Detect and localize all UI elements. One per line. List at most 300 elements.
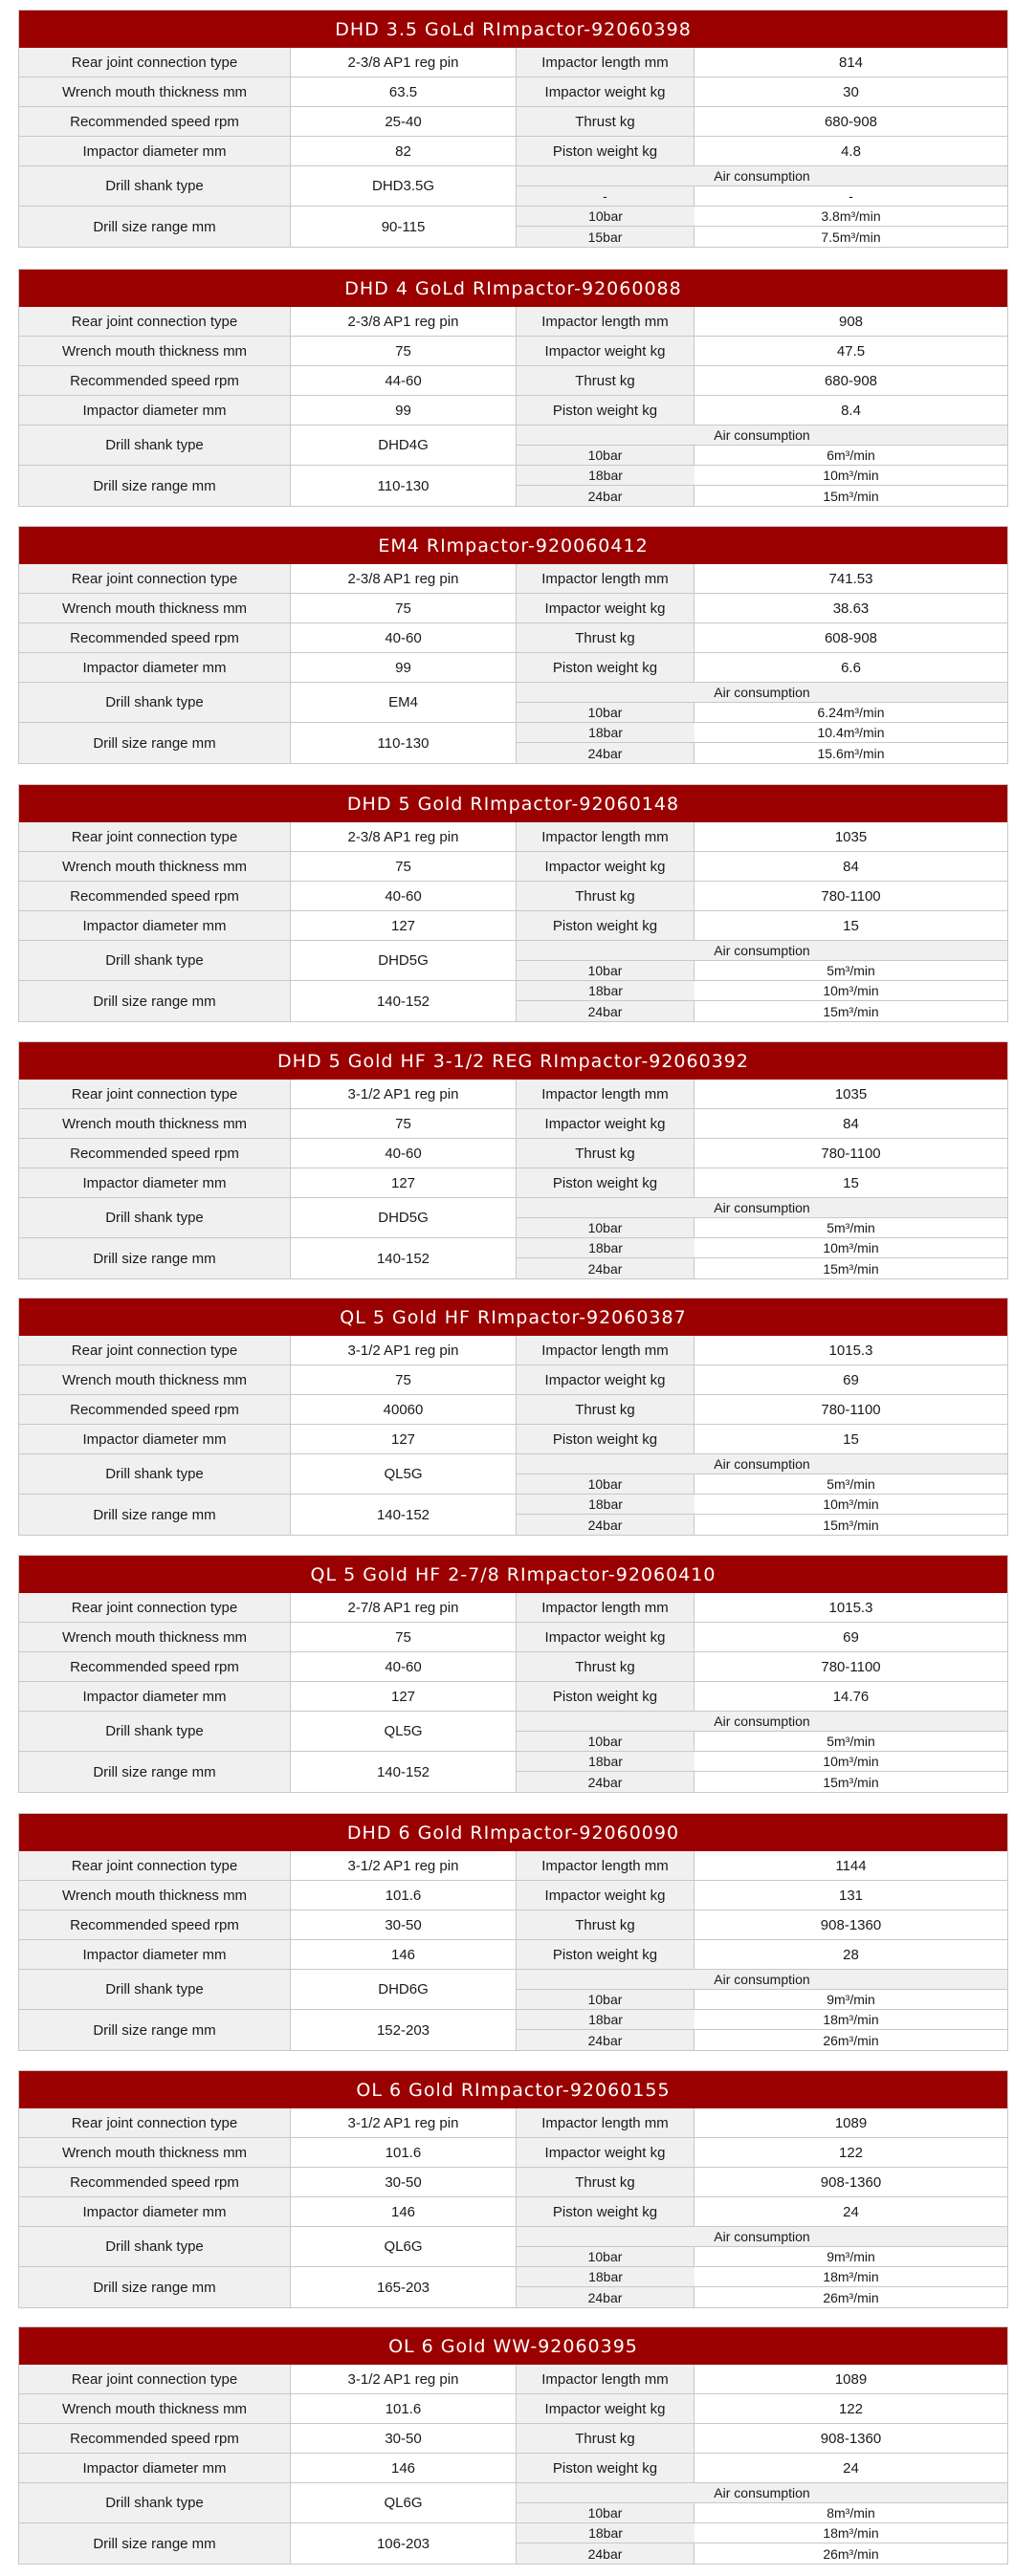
air-consumption-block bbox=[517, 1454, 1007, 1535]
value-thrust: 780-1100 bbox=[694, 1652, 1007, 1682]
air-value: 15m³/min bbox=[694, 1001, 1007, 1021]
value-diameter: 146 bbox=[291, 2454, 517, 2483]
value-impactor-length: 1089 bbox=[694, 2108, 1007, 2138]
air-consumption-header: Air consumption bbox=[517, 426, 1007, 446]
air-value: 15m³/min bbox=[694, 486, 1007, 506]
value-speed: 40-60 bbox=[291, 1139, 517, 1168]
label-wrench-thickness: Wrench mouth thickness mm bbox=[19, 594, 291, 623]
label-rear-joint: Rear joint connection type bbox=[19, 2365, 291, 2394]
air-value: 26m³/min bbox=[694, 2030, 1007, 2050]
value-impactor-length: 1015.3 bbox=[694, 1593, 1007, 1623]
label-impactor-length: Impactor length mm bbox=[517, 1851, 694, 1881]
value-shank-type: EM4 bbox=[291, 683, 517, 723]
air-value: 18m³/min bbox=[694, 2010, 1007, 2030]
value-impactor-weight: 84 bbox=[694, 852, 1007, 882]
value-wrench-thickness: 75 bbox=[291, 852, 517, 882]
value-impactor-weight: 84 bbox=[694, 1109, 1007, 1139]
spec-table bbox=[18, 526, 1008, 764]
label-size-range: Drill size range mm bbox=[19, 2523, 291, 2564]
value-piston-weight: 24 bbox=[694, 2197, 1007, 2227]
label-shank-type: Drill shank type bbox=[19, 426, 291, 466]
value-thrust: 608-908 bbox=[694, 623, 1007, 653]
value-piston-weight: 6.6 bbox=[694, 653, 1007, 683]
air-pressure: 15bar bbox=[517, 227, 694, 247]
air-pressure: 10bar bbox=[517, 703, 694, 723]
value-thrust: 908-1360 bbox=[694, 1910, 1007, 1940]
spec-table bbox=[18, 2326, 1008, 2565]
label-thrust: Thrust kg bbox=[517, 1395, 694, 1425]
label-piston-weight: Piston weight kg bbox=[517, 1168, 694, 1198]
spec-grid bbox=[19, 1336, 1007, 1454]
value-thrust: 780-1100 bbox=[694, 1395, 1007, 1425]
value-wrench-thickness: 101.6 bbox=[291, 2138, 517, 2168]
shank-labels bbox=[19, 941, 291, 1021]
value-impactor-length: 1035 bbox=[694, 1080, 1007, 1109]
value-rear-joint: 2-3/8 AP1 reg pin bbox=[291, 822, 517, 852]
air-value: 15m³/min bbox=[694, 1258, 1007, 1278]
air-pressure: - bbox=[517, 186, 694, 207]
air-consumption-header: Air consumption bbox=[517, 941, 1007, 961]
value-speed: 25-40 bbox=[291, 107, 517, 137]
label-impactor-weight: Impactor weight kg bbox=[517, 1365, 694, 1395]
spec-lower bbox=[19, 941, 1007, 1021]
shank-labels bbox=[19, 166, 291, 247]
air-value: 3.8m³/min bbox=[694, 207, 1007, 227]
air-value: 5m³/min bbox=[694, 1732, 1007, 1752]
label-speed: Recommended speed rpm bbox=[19, 1139, 291, 1168]
label-size-range: Drill size range mm bbox=[19, 723, 291, 763]
label-diameter: Impactor diameter mm bbox=[19, 2454, 291, 2483]
value-size-range: 140-152 bbox=[291, 981, 517, 1021]
label-impactor-length: Impactor length mm bbox=[517, 2365, 694, 2394]
label-rear-joint: Rear joint connection type bbox=[19, 1080, 291, 1109]
value-rear-joint: 2-3/8 AP1 reg pin bbox=[291, 307, 517, 337]
label-speed: Recommended speed rpm bbox=[19, 1395, 291, 1425]
value-impactor-length: 1089 bbox=[694, 2365, 1007, 2394]
label-thrust: Thrust kg bbox=[517, 2168, 694, 2197]
air-consumption-block bbox=[517, 2227, 1007, 2307]
spec-grid bbox=[19, 1851, 1007, 1970]
value-wrench-thickness: 75 bbox=[291, 594, 517, 623]
label-diameter: Impactor diameter mm bbox=[19, 396, 291, 426]
air-consumption-header: Air consumption bbox=[517, 2227, 1007, 2247]
air-value: 5m³/min bbox=[694, 1218, 1007, 1238]
spec-table-title: DHD 6 Gold RImpactor-92060090 bbox=[19, 1814, 1007, 1851]
air-consumption-header: Air consumption bbox=[517, 1712, 1007, 1732]
air-consumption-block bbox=[517, 426, 1007, 506]
label-rear-joint: Rear joint connection type bbox=[19, 822, 291, 852]
label-speed: Recommended speed rpm bbox=[19, 2168, 291, 2197]
label-size-range: Drill size range mm bbox=[19, 207, 291, 247]
value-rear-joint: 3-1/2 AP1 reg pin bbox=[291, 1336, 517, 1365]
air-pressure: 10bar bbox=[517, 207, 694, 227]
label-speed: Recommended speed rpm bbox=[19, 107, 291, 137]
air-consumption-header: Air consumption bbox=[517, 683, 1007, 703]
label-thrust: Thrust kg bbox=[517, 1910, 694, 1940]
label-diameter: Impactor diameter mm bbox=[19, 1425, 291, 1454]
value-diameter: 146 bbox=[291, 1940, 517, 1970]
air-value: 10m³/min bbox=[694, 466, 1007, 486]
air-value: 6m³/min bbox=[694, 446, 1007, 466]
spec-table bbox=[18, 10, 1008, 248]
air-consumption-block bbox=[517, 2483, 1007, 2564]
value-size-range: 110-130 bbox=[291, 466, 517, 506]
label-thrust: Thrust kg bbox=[517, 1139, 694, 1168]
value-thrust: 780-1100 bbox=[694, 882, 1007, 911]
spec-table-title: DHD 5 Gold RImpactor-92060148 bbox=[19, 785, 1007, 822]
air-pressure: 10bar bbox=[517, 1474, 694, 1495]
value-piston-weight: 15 bbox=[694, 911, 1007, 941]
spec-grid bbox=[19, 307, 1007, 426]
value-thrust: 908-1360 bbox=[694, 2168, 1007, 2197]
spec-grid bbox=[19, 564, 1007, 683]
label-diameter: Impactor diameter mm bbox=[19, 653, 291, 683]
value-diameter: 99 bbox=[291, 396, 517, 426]
value-wrench-thickness: 63.5 bbox=[291, 77, 517, 107]
shank-values bbox=[291, 2227, 517, 2307]
value-diameter: 127 bbox=[291, 911, 517, 941]
air-pressure: 10bar bbox=[517, 446, 694, 466]
label-wrench-thickness: Wrench mouth thickness mm bbox=[19, 1365, 291, 1395]
shank-labels bbox=[19, 1454, 291, 1535]
air-value: 10.4m³/min bbox=[694, 723, 1007, 743]
value-impactor-length: 908 bbox=[694, 307, 1007, 337]
air-pressure: 18bar bbox=[517, 2010, 694, 2030]
value-shank-type: DHD5G bbox=[291, 1198, 517, 1238]
air-value: 15m³/min bbox=[694, 1515, 1007, 1535]
label-impactor-length: Impactor length mm bbox=[517, 48, 694, 77]
value-wrench-thickness: 75 bbox=[291, 1109, 517, 1139]
value-piston-weight: 8.4 bbox=[694, 396, 1007, 426]
value-shank-type: DHD6G bbox=[291, 1970, 517, 2010]
air-pressure: 24bar bbox=[517, 1515, 694, 1535]
label-impactor-length: Impactor length mm bbox=[517, 564, 694, 594]
air-pressure: 18bar bbox=[517, 2267, 694, 2287]
spec-table-title: OL 6 Gold WW-92060395 bbox=[19, 2327, 1007, 2365]
air-consumption-block bbox=[517, 166, 1007, 247]
air-value: 10m³/min bbox=[694, 1752, 1007, 1772]
value-rear-joint: 3-1/2 AP1 reg pin bbox=[291, 2365, 517, 2394]
label-diameter: Impactor diameter mm bbox=[19, 1682, 291, 1712]
value-wrench-thickness: 75 bbox=[291, 337, 517, 366]
label-wrench-thickness: Wrench mouth thickness mm bbox=[19, 1623, 291, 1652]
spec-grid bbox=[19, 1593, 1007, 1712]
value-size-range: 165-203 bbox=[291, 2267, 517, 2307]
shank-labels bbox=[19, 2483, 291, 2564]
label-shank-type: Drill shank type bbox=[19, 941, 291, 981]
shank-values bbox=[291, 1712, 517, 1792]
value-piston-weight: 15 bbox=[694, 1168, 1007, 1198]
label-thrust: Thrust kg bbox=[517, 107, 694, 137]
value-diameter: 127 bbox=[291, 1682, 517, 1712]
air-value: 18m³/min bbox=[694, 2267, 1007, 2287]
label-diameter: Impactor diameter mm bbox=[19, 2197, 291, 2227]
label-speed: Recommended speed rpm bbox=[19, 366, 291, 396]
value-size-range: 90-115 bbox=[291, 207, 517, 247]
spec-table-title: DHD 5 Gold HF 3-1/2 REG RImpactor-92060392 bbox=[19, 1042, 1007, 1080]
value-speed: 30-50 bbox=[291, 1910, 517, 1940]
value-impactor-weight: 69 bbox=[694, 1623, 1007, 1652]
label-wrench-thickness: Wrench mouth thickness mm bbox=[19, 2138, 291, 2168]
label-wrench-thickness: Wrench mouth thickness mm bbox=[19, 1109, 291, 1139]
air-consumption-header: Air consumption bbox=[517, 1970, 1007, 1990]
value-rear-joint: 3-1/2 AP1 reg pin bbox=[291, 2108, 517, 2138]
label-thrust: Thrust kg bbox=[517, 2424, 694, 2454]
shank-values bbox=[291, 683, 517, 763]
spec-grid bbox=[19, 1080, 1007, 1198]
air-pressure: 24bar bbox=[517, 743, 694, 763]
label-wrench-thickness: Wrench mouth thickness mm bbox=[19, 2394, 291, 2424]
label-speed: Recommended speed rpm bbox=[19, 1910, 291, 1940]
air-value: 10m³/min bbox=[694, 1495, 1007, 1515]
value-impactor-weight: 47.5 bbox=[694, 337, 1007, 366]
air-value: 7.5m³/min bbox=[694, 227, 1007, 247]
spec-table-title: EM4 RImpactor-920060412 bbox=[19, 527, 1007, 564]
value-shank-type: QL6G bbox=[291, 2227, 517, 2267]
value-impactor-length: 1144 bbox=[694, 1851, 1007, 1881]
spec-table bbox=[18, 269, 1008, 507]
label-size-range: Drill size range mm bbox=[19, 2010, 291, 2050]
air-pressure: 18bar bbox=[517, 1752, 694, 1772]
shank-values bbox=[291, 426, 517, 506]
label-diameter: Impactor diameter mm bbox=[19, 1168, 291, 1198]
shank-values bbox=[291, 941, 517, 1021]
label-rear-joint: Rear joint connection type bbox=[19, 307, 291, 337]
value-size-range: 140-152 bbox=[291, 1238, 517, 1278]
air-value: 10m³/min bbox=[694, 981, 1007, 1001]
air-value: 5m³/min bbox=[694, 1474, 1007, 1495]
spec-lower bbox=[19, 2483, 1007, 2564]
value-impactor-length: 814 bbox=[694, 48, 1007, 77]
label-impactor-length: Impactor length mm bbox=[517, 2108, 694, 2138]
value-piston-weight: 15 bbox=[694, 1425, 1007, 1454]
label-diameter: Impactor diameter mm bbox=[19, 911, 291, 941]
label-shank-type: Drill shank type bbox=[19, 683, 291, 723]
label-thrust: Thrust kg bbox=[517, 1652, 694, 1682]
spec-grid bbox=[19, 2365, 1007, 2483]
spec-lower bbox=[19, 1712, 1007, 1792]
air-value: 10m³/min bbox=[694, 1238, 1007, 1258]
air-consumption-header: Air consumption bbox=[517, 2483, 1007, 2503]
air-value: 26m³/min bbox=[694, 2287, 1007, 2307]
air-pressure: 10bar bbox=[517, 1990, 694, 2010]
air-pressure: 24bar bbox=[517, 2030, 694, 2050]
air-consumption-block bbox=[517, 1712, 1007, 1792]
air-pressure: 18bar bbox=[517, 1238, 694, 1258]
spec-table-title: DHD 3.5 GoLd RImpactor-92060398 bbox=[19, 11, 1007, 48]
value-impactor-weight: 38.63 bbox=[694, 594, 1007, 623]
label-piston-weight: Piston weight kg bbox=[517, 1425, 694, 1454]
air-value: 6.24m³/min bbox=[694, 703, 1007, 723]
label-impactor-weight: Impactor weight kg bbox=[517, 594, 694, 623]
value-impactor-weight: 69 bbox=[694, 1365, 1007, 1395]
label-rear-joint: Rear joint connection type bbox=[19, 48, 291, 77]
value-diameter: 127 bbox=[291, 1425, 517, 1454]
shank-labels bbox=[19, 1712, 291, 1792]
air-value: 5m³/min bbox=[694, 961, 1007, 981]
value-wrench-thickness: 75 bbox=[291, 1623, 517, 1652]
label-rear-joint: Rear joint connection type bbox=[19, 1851, 291, 1881]
value-speed: 40-60 bbox=[291, 882, 517, 911]
air-pressure: 24bar bbox=[517, 486, 694, 506]
label-rear-joint: Rear joint connection type bbox=[19, 1336, 291, 1365]
label-impactor-weight: Impactor weight kg bbox=[517, 2138, 694, 2168]
label-piston-weight: Piston weight kg bbox=[517, 2454, 694, 2483]
spec-lower bbox=[19, 1198, 1007, 1278]
label-thrust: Thrust kg bbox=[517, 623, 694, 653]
shank-labels bbox=[19, 1198, 291, 1278]
value-impactor-weight: 30 bbox=[694, 77, 1007, 107]
value-thrust: 780-1100 bbox=[694, 1139, 1007, 1168]
label-size-range: Drill size range mm bbox=[19, 466, 291, 506]
value-speed: 30-50 bbox=[291, 2424, 517, 2454]
shank-labels bbox=[19, 1970, 291, 2050]
spec-lower bbox=[19, 166, 1007, 247]
value-speed: 40-60 bbox=[291, 1652, 517, 1682]
value-thrust: 908-1360 bbox=[694, 2424, 1007, 2454]
air-consumption-header: Air consumption bbox=[517, 1454, 1007, 1474]
shank-labels bbox=[19, 683, 291, 763]
value-impactor-length: 1015.3 bbox=[694, 1336, 1007, 1365]
value-thrust: 680-908 bbox=[694, 366, 1007, 396]
shank-values bbox=[291, 1970, 517, 2050]
label-impactor-weight: Impactor weight kg bbox=[517, 1881, 694, 1910]
label-impactor-weight: Impactor weight kg bbox=[517, 2394, 694, 2424]
air-consumption-block bbox=[517, 1198, 1007, 1278]
air-value: 15m³/min bbox=[694, 1772, 1007, 1792]
value-shank-type: QL5G bbox=[291, 1712, 517, 1752]
air-pressure: 18bar bbox=[517, 1495, 694, 1515]
air-consumption-block bbox=[517, 941, 1007, 1021]
spec-lower bbox=[19, 426, 1007, 506]
air-pressure: 24bar bbox=[517, 1001, 694, 1021]
spec-table bbox=[18, 1813, 1008, 2051]
label-wrench-thickness: Wrench mouth thickness mm bbox=[19, 77, 291, 107]
value-impactor-weight: 131 bbox=[694, 1881, 1007, 1910]
label-rear-joint: Rear joint connection type bbox=[19, 564, 291, 594]
label-shank-type: Drill shank type bbox=[19, 1970, 291, 2010]
air-pressure: 10bar bbox=[517, 1732, 694, 1752]
air-pressure: 10bar bbox=[517, 1218, 694, 1238]
value-wrench-thickness: 75 bbox=[291, 1365, 517, 1395]
value-size-range: 140-152 bbox=[291, 1752, 517, 1792]
label-thrust: Thrust kg bbox=[517, 882, 694, 911]
label-shank-type: Drill shank type bbox=[19, 1712, 291, 1752]
label-shank-type: Drill shank type bbox=[19, 2483, 291, 2523]
shank-values bbox=[291, 1198, 517, 1278]
label-shank-type: Drill shank type bbox=[19, 1454, 291, 1495]
label-speed: Recommended speed rpm bbox=[19, 1652, 291, 1682]
shank-labels bbox=[19, 2227, 291, 2307]
value-piston-weight: 14.76 bbox=[694, 1682, 1007, 1712]
value-impactor-length: 741.53 bbox=[694, 564, 1007, 594]
air-consumption-block bbox=[517, 1970, 1007, 2050]
air-pressure: 18bar bbox=[517, 723, 694, 743]
label-impactor-weight: Impactor weight kg bbox=[517, 852, 694, 882]
value-diameter: 99 bbox=[291, 653, 517, 683]
spec-table bbox=[18, 1555, 1008, 1793]
label-impactor-length: Impactor length mm bbox=[517, 1080, 694, 1109]
value-shank-type: DHD3.5G bbox=[291, 166, 517, 207]
spec-lower bbox=[19, 1454, 1007, 1535]
value-speed: 30-50 bbox=[291, 2168, 517, 2197]
air-value: 18m³/min bbox=[694, 2523, 1007, 2543]
value-thrust: 680-908 bbox=[694, 107, 1007, 137]
value-shank-type: DHD4G bbox=[291, 426, 517, 466]
label-piston-weight: Piston weight kg bbox=[517, 653, 694, 683]
spec-table bbox=[18, 1298, 1008, 1536]
value-size-range: 106-203 bbox=[291, 2523, 517, 2564]
air-pressure: 24bar bbox=[517, 1258, 694, 1278]
label-speed: Recommended speed rpm bbox=[19, 882, 291, 911]
air-pressure: 24bar bbox=[517, 1772, 694, 1792]
label-speed: Recommended speed rpm bbox=[19, 623, 291, 653]
label-shank-type: Drill shank type bbox=[19, 2227, 291, 2267]
value-size-range: 152-203 bbox=[291, 2010, 517, 2050]
label-wrench-thickness: Wrench mouth thickness mm bbox=[19, 1881, 291, 1910]
spec-lower bbox=[19, 683, 1007, 763]
label-rear-joint: Rear joint connection type bbox=[19, 2108, 291, 2138]
value-impactor-weight: 122 bbox=[694, 2138, 1007, 2168]
label-wrench-thickness: Wrench mouth thickness mm bbox=[19, 337, 291, 366]
value-rear-joint: 2-3/8 AP1 reg pin bbox=[291, 48, 517, 77]
label-size-range: Drill size range mm bbox=[19, 1495, 291, 1535]
air-pressure: 18bar bbox=[517, 981, 694, 1001]
air-value: 9m³/min bbox=[694, 2247, 1007, 2267]
label-size-range: Drill size range mm bbox=[19, 1238, 291, 1278]
air-value: 8m³/min bbox=[694, 2503, 1007, 2523]
spec-lower bbox=[19, 1970, 1007, 2050]
value-impactor-weight: 122 bbox=[694, 2394, 1007, 2424]
label-shank-type: Drill shank type bbox=[19, 166, 291, 207]
label-impactor-length: Impactor length mm bbox=[517, 822, 694, 852]
air-pressure: 10bar bbox=[517, 961, 694, 981]
label-diameter: Impactor diameter mm bbox=[19, 1940, 291, 1970]
value-shank-type: QL6G bbox=[291, 2483, 517, 2523]
value-diameter: 82 bbox=[291, 137, 517, 166]
value-size-range: 110-130 bbox=[291, 723, 517, 763]
spec-table bbox=[18, 784, 1008, 1022]
shank-values bbox=[291, 1454, 517, 1535]
air-pressure: 10bar bbox=[517, 2503, 694, 2523]
air-consumption-header: Air consumption bbox=[517, 166, 1007, 186]
label-wrench-thickness: Wrench mouth thickness mm bbox=[19, 852, 291, 882]
value-rear-joint: 3-1/2 AP1 reg pin bbox=[291, 1851, 517, 1881]
label-speed: Recommended speed rpm bbox=[19, 2424, 291, 2454]
value-speed: 44-60 bbox=[291, 366, 517, 396]
spec-grid bbox=[19, 48, 1007, 166]
label-impactor-length: Impactor length mm bbox=[517, 1593, 694, 1623]
air-pressure: 24bar bbox=[517, 2287, 694, 2307]
label-size-range: Drill size range mm bbox=[19, 1752, 291, 1792]
spec-table-title: QL 5 Gold HF 2-7/8 RImpactor-92060410 bbox=[19, 1556, 1007, 1593]
air-value: - bbox=[694, 186, 1007, 207]
spec-table bbox=[18, 1041, 1008, 1279]
spec-table-title: DHD 4 GoLd RImpactor-92060088 bbox=[19, 270, 1007, 307]
label-piston-weight: Piston weight kg bbox=[517, 911, 694, 941]
label-impactor-weight: Impactor weight kg bbox=[517, 1109, 694, 1139]
value-impactor-length: 1035 bbox=[694, 822, 1007, 852]
label-piston-weight: Piston weight kg bbox=[517, 137, 694, 166]
air-value: 26m³/min bbox=[694, 2543, 1007, 2564]
shank-values bbox=[291, 2483, 517, 2564]
value-size-range: 140-152 bbox=[291, 1495, 517, 1535]
air-pressure: 18bar bbox=[517, 466, 694, 486]
air-consumption-header: Air consumption bbox=[517, 1198, 1007, 1218]
value-rear-joint: 3-1/2 AP1 reg pin bbox=[291, 1080, 517, 1109]
air-pressure: 24bar bbox=[517, 2543, 694, 2564]
spec-lower bbox=[19, 2227, 1007, 2307]
